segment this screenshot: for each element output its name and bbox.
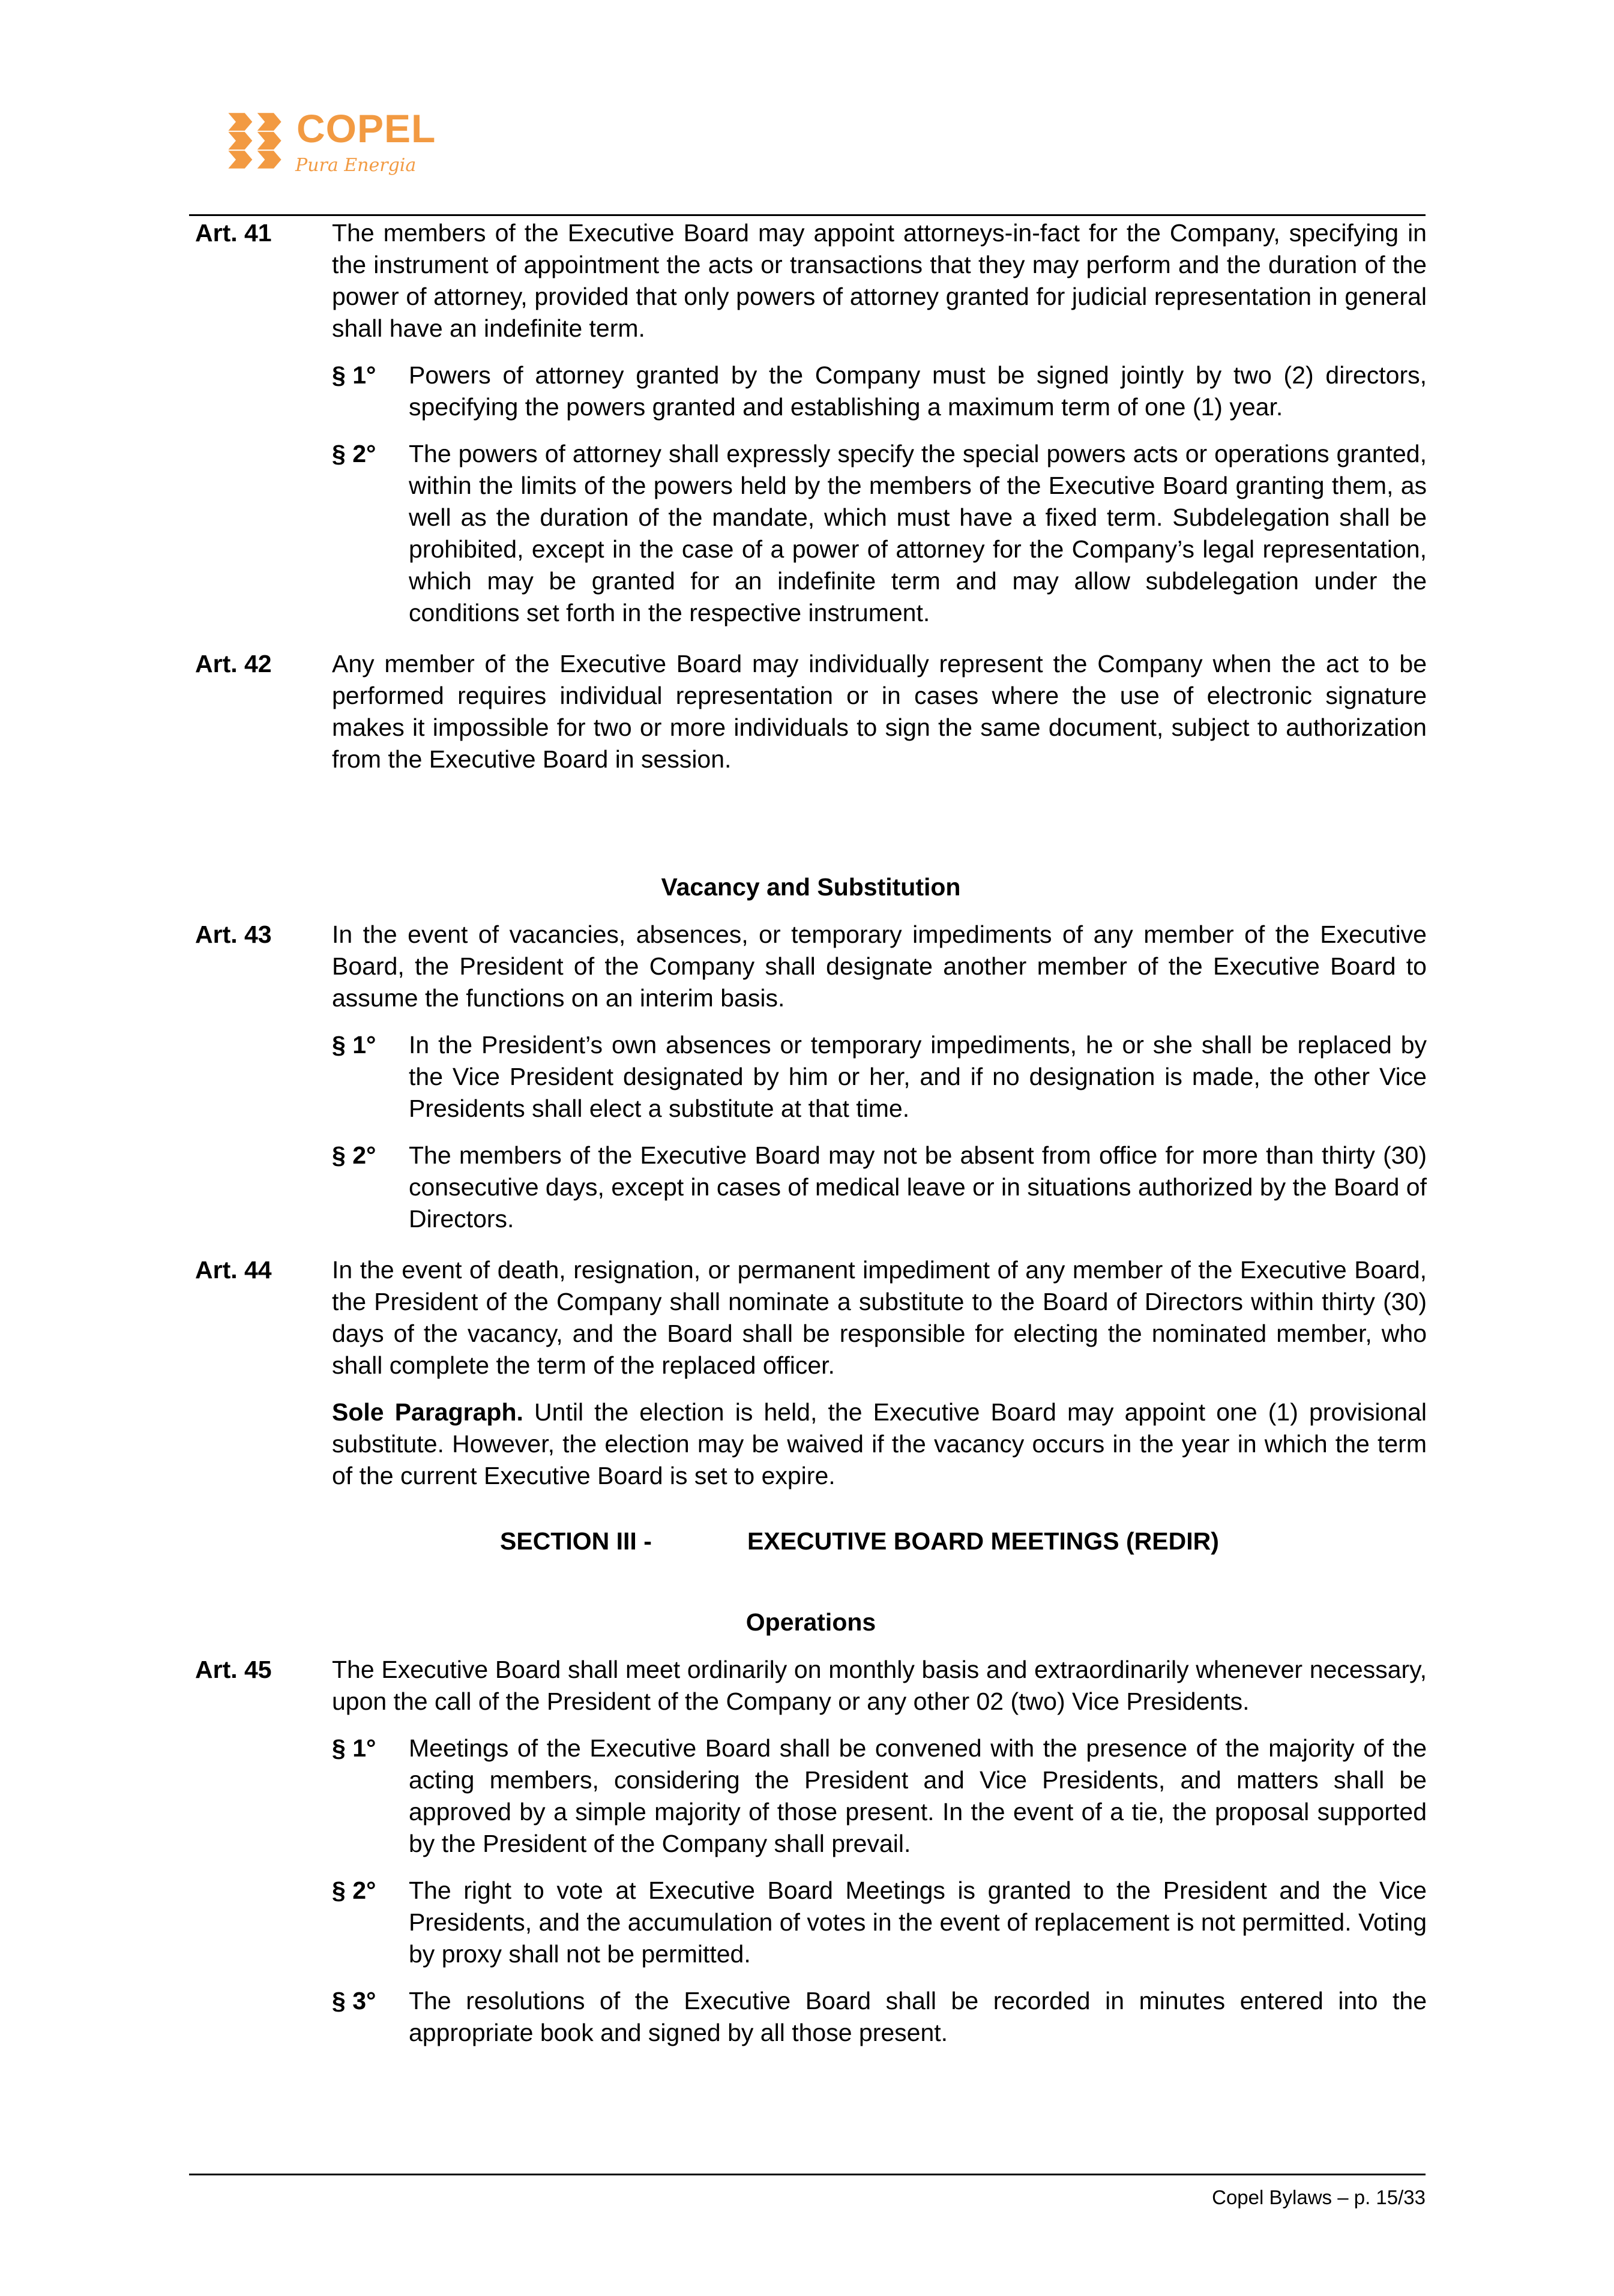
paragraph-2 bbox=[332, 1140, 1427, 1235]
document-body bbox=[195, 217, 1427, 2068]
sole-paragraph-label: Sole Paragraph. bbox=[332, 1398, 523, 1426]
footer-rule bbox=[189, 2174, 1426, 2175]
section-title: EXECUTIVE BOARD MEETINGS (REDIR) bbox=[747, 1527, 1219, 1555]
article-label: Art. 44 bbox=[195, 1256, 272, 1284]
vacancy-heading: Vacancy and Substitution bbox=[661, 873, 961, 901]
paragraph-1 bbox=[332, 359, 1427, 423]
article-text: Any member of the Executive Board may individually represent the Company when the act to be performed requires individual representation or in cases where the use of electronic signature makes it impossible for two or more individuals to sign the same document, subject to authorization from the Executive Board in session. bbox=[332, 650, 1427, 773]
page-footer: Copel Bylaws – p. 15/33 bbox=[1212, 2186, 1426, 2208]
paragraph-text: The members of the Executive Board may not be absent from office for more than thirty (30) consecutive days, except in cases of medical leave or in situations authorized by the Board of Directors. bbox=[409, 1141, 1427, 1233]
logo-tagline: Pura Energia bbox=[295, 155, 417, 176]
paragraph-label: § 3° bbox=[332, 1987, 376, 2015]
paragraph-text: Meetings of the Executive Board shall be convened with the presence of the majority of the acting members, considering the President and Vice Presidents, and matters shall be approved by a simple majority of those present. In the event of a tie, the proposal supported by the President of the Company shall prevail. bbox=[409, 1734, 1427, 1857]
article-text: In the event of vacancies, absences, or temporary impediments of any member of the Executive Board, the President of the Company shall designate another member of the Executive Board to assume the functions on an interim basis. bbox=[332, 921, 1427, 1012]
paragraph-label: § 1° bbox=[332, 1734, 376, 1762]
paragraph-text: Powers of attorney granted by the Company must be signed jointly by two (2) directors, specifying the powers granted and establishing a maximum term of one (1) year. bbox=[409, 361, 1427, 421]
section-number: SECTION III - bbox=[500, 1527, 652, 1555]
paragraph-label: § 1° bbox=[332, 361, 376, 389]
sole-paragraph bbox=[332, 1396, 1427, 1492]
paragraph-text: The powers of attorney shall expressly specify the special powers acts or operations granted, within the limits of the powers held by the members of the Executive Board granting them, as well as the duration of the mandate, which must have a fixed term. Subdelegation shall be prohibited, except in the case of a power of attorney for the Company’s legal representation, which may be granted for an indefinite term and may allow subdelegation under the conditions set forth in the respective instrument. bbox=[409, 440, 1427, 627]
sole-paragraph-text: Until the election is held, the Executive Board may appoint one (1) provisional substitute. However, the election may be waived if the vacancy occurs in the year in which the term of the current Executive Board is set to expire. bbox=[332, 1398, 1427, 1489]
paragraph-text: The right to vote at Executive Board Meetings is granted to the President and the Vice Presidents, and the accumulation of votes in the event of replacement is not permitted. Voting by proxy shall not be permitted. bbox=[409, 1877, 1427, 1968]
operations-heading: Operations bbox=[745, 1608, 876, 1636]
article-text: The members of the Executive Board may appoint attorneys-in-fact for the Company, specifying in the instrument of appointment the acts or transactions that they may perform and the duration of the power of attorney, provided that only powers of attorney granted for judicial representation in general shall have an indefinite term. bbox=[332, 219, 1427, 342]
article-text: The Executive Board shall meet ordinarily on monthly basis and extraordinarily whenever necessary, upon the call of the President of the Company or any other 02 (two) Vice Presidents. bbox=[332, 1656, 1427, 1715]
article-label: Art. 41 bbox=[195, 219, 272, 247]
article-44 bbox=[195, 1254, 1427, 1492]
article-45 bbox=[195, 1654, 1427, 2049]
header-rule bbox=[189, 214, 1426, 216]
article-43 bbox=[195, 919, 1427, 1235]
paragraph-2 bbox=[332, 1875, 1427, 1970]
paragraph-label: § 2° bbox=[332, 440, 376, 467]
article-label: Art. 45 bbox=[195, 1656, 272, 1683]
logo-wordmark: COPEL bbox=[297, 106, 436, 151]
paragraph-label: § 1° bbox=[332, 1031, 376, 1059]
paragraph-2 bbox=[332, 438, 1427, 629]
paragraph-3 bbox=[332, 1985, 1427, 2049]
paragraph-text: In the President’s own absences or temporary impediments, he or she shall be replaced by the Vice President designated by him or her, and if no designation is made, the other Vice Presidents shall elect a substitute at that time. bbox=[409, 1031, 1427, 1122]
paragraph-text: The resolutions of the Executive Board shall be recorded in minutes entered into the appropriate book and signed by all those present. bbox=[409, 1987, 1427, 2046]
article-label: Art. 42 bbox=[195, 650, 272, 678]
copel-logo-icon bbox=[223, 109, 286, 172]
paragraph-1 bbox=[332, 1733, 1427, 1860]
article-text: In the event of death, resignation, or permanent impediment of any member of the Executive Board, the President of the Company shall nominate a substitute to the Board of Directors within thirty (30) days of the vacancy, and the Board shall be responsible for electing the nominated member, who shall complete the term of the replaced officer. bbox=[332, 1256, 1427, 1379]
paragraph-1 bbox=[332, 1029, 1427, 1125]
section-heading bbox=[195, 1525, 1427, 1557]
paragraph-label: § 2° bbox=[332, 1141, 376, 1169]
article-41 bbox=[195, 217, 1427, 629]
copel-logo bbox=[223, 101, 436, 191]
article-label: Art. 43 bbox=[195, 921, 272, 948]
paragraph-label: § 2° bbox=[332, 1877, 376, 1904]
article-42 bbox=[195, 648, 1427, 775]
